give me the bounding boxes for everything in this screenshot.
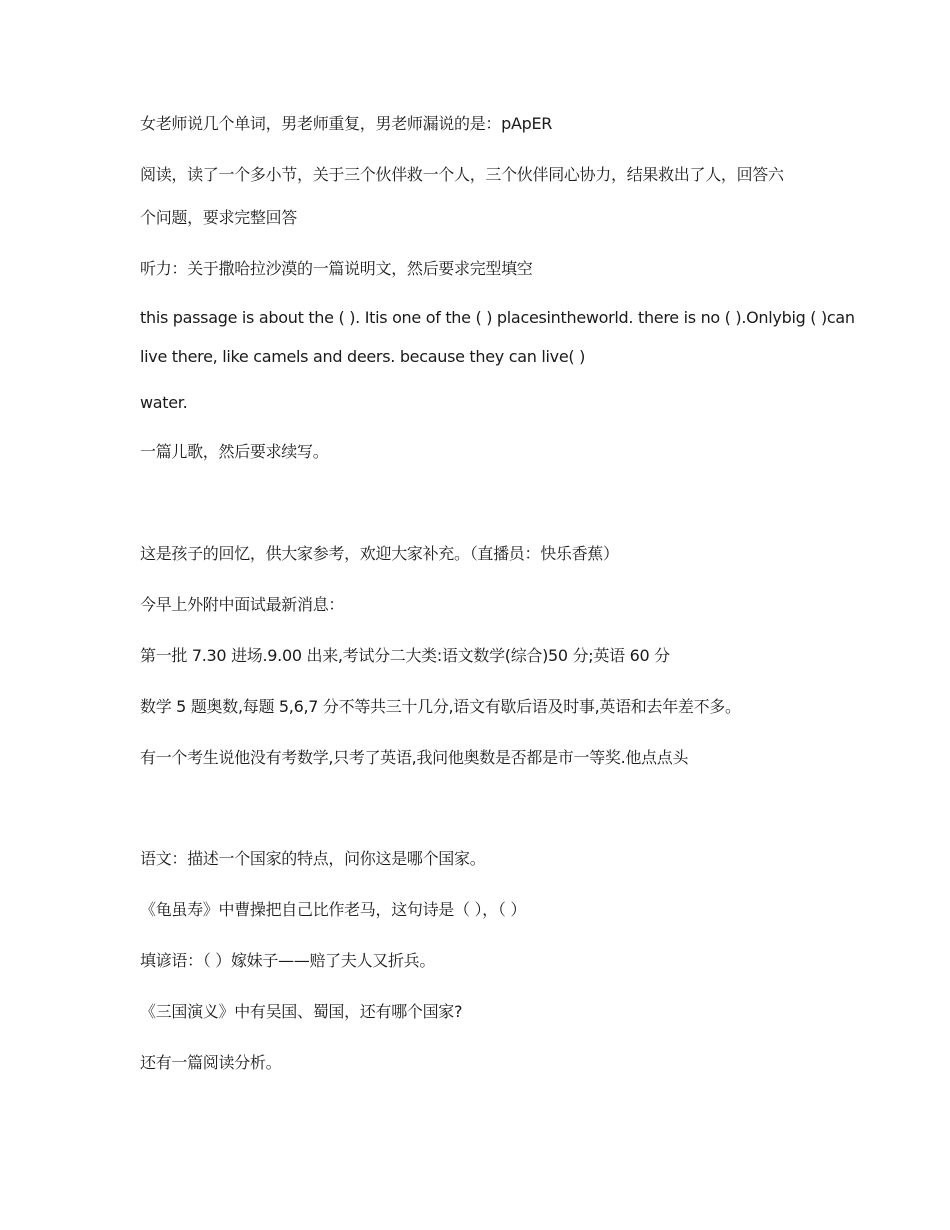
text-line: 《三国演义》中有吴国、蜀国，还有哪个国家?	[140, 1002, 463, 1021]
text-line: 个问题，要求完整回答	[140, 208, 298, 227]
text-line: water.	[140, 393, 188, 412]
text-line: 女老师说几个单词，男老师重复，男老师漏说的是：pApER	[140, 114, 553, 133]
text-line: 数学 5 题奥数,每题 5,6,7 分不等共三十几分,语文有歇后语及时事,英语和去年差不多。	[140, 697, 741, 716]
text-line: 《龟虽寿》中曹操把自己比作老马，这句诗是（ ），（ ）	[140, 900, 527, 919]
text-line: live there, like camels and deers. because they can live( )	[140, 347, 586, 366]
text-line: 听力：关于撒哈拉沙漠的一篇说明文，然后要求完型填空	[140, 259, 533, 278]
text-line: 还有一篇阅读分析。	[140, 1053, 282, 1072]
text-line: 第一批 7.30 进场.9.00 出来,考试分二大类:语文数学(综合)50 分;英语 60 分	[140, 646, 670, 665]
text-line: 这是孩子的回忆，供大家参考，欢迎大家补充。（直播员：快乐香蕉）	[140, 544, 619, 563]
text-line: this passage is about the ( ). Itis one of the ( ) placesintheworld. there is no ( ).Onlybig ( )can	[140, 308, 855, 327]
text-line: 填谚语：（ ）嫁妹子——赔了夫人又折兵。	[140, 951, 436, 970]
text-line: 语文：描述一个国家的特点，问你这是哪个国家。	[140, 849, 486, 868]
text-line: 一篇儿歌，然后要求续写。	[140, 442, 329, 461]
text-line: 今早上外附中面试最新消息：	[140, 595, 345, 614]
text-line: 有一个考生说他没有考数学,只考了英语,我问他奥数是否都是市一等奖.他点点头	[140, 748, 689, 767]
text-line: 阅读，读了一个多小节，关于三个伙伴救一个人，三个伙伴同心协力，结果救出了人，回答六	[140, 165, 784, 184]
